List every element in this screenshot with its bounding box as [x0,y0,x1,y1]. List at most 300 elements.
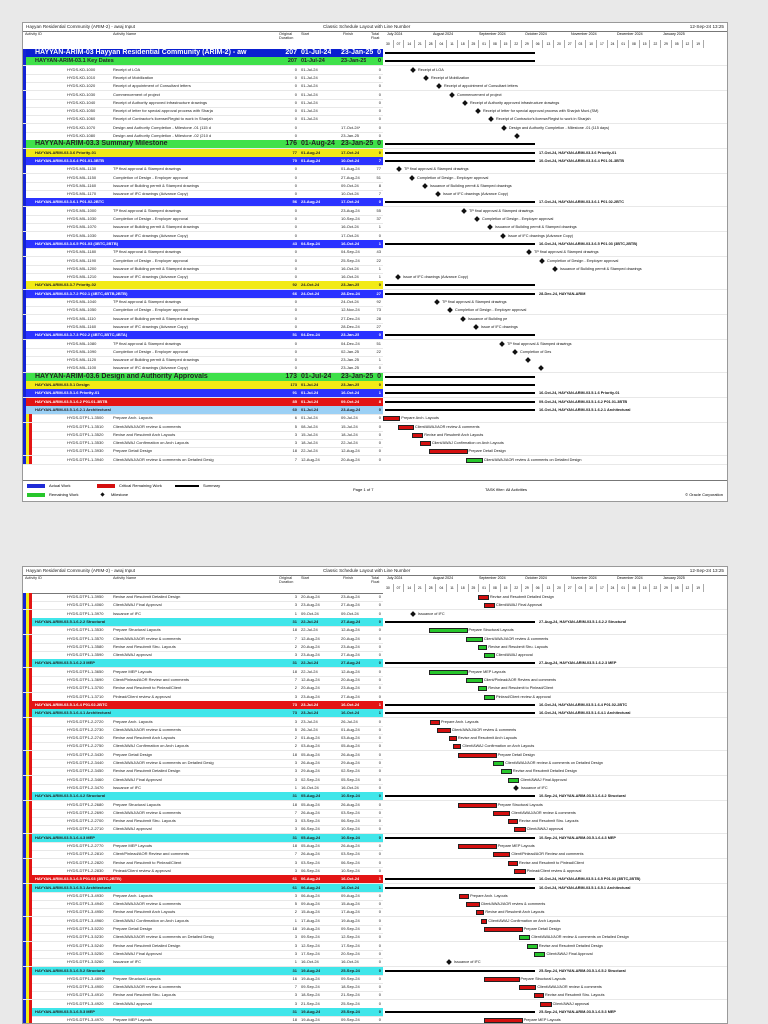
start-date: 05-Aug-24 [301,793,321,799]
total-float: 0 [378,735,381,741]
week-label: 12 [683,584,694,592]
level-stripe [29,709,32,717]
activity-name: TP final approval & Stamped drawings [113,207,181,213]
summary-bar[interactable] [385,878,535,880]
finish-date: 17-Oct-24* [341,124,361,130]
activity-id: HYDS-DTP1-3-4970 [67,1017,104,1023]
finish-date: 27-Aug-24 [341,652,360,658]
finish-date: 09-Oct-24 [341,398,360,404]
orig-duration: 56 [292,199,297,205]
total-float: 0 [378,643,381,649]
activity-id: HYDS-KD-1040 [67,99,96,105]
level-stripe [29,676,32,684]
gantt-bar[interactable] [484,603,495,608]
total-float: 0 [378,926,381,931]
activity-name: Design and Authority Completion - Milestone -01 (115 d [113,124,211,130]
gantt-label: Issue of IFC drawings [481,324,518,329]
level-stripe [23,331,26,339]
orig-duration: 70 [292,157,297,163]
gantt-bar[interactable] [453,744,461,749]
total-float: 55 [376,207,381,213]
activity-id: HYDS-MIL-1030 [67,216,97,221]
total-float: 0 [378,909,381,915]
legend-critical-swatch [97,484,115,488]
table-row[interactable] [23,1016,727,1024]
activity-name: Receipt of Authority approved infrastructure drawings [113,99,208,105]
gantt-bar[interactable] [466,678,483,683]
total-float: 0 [378,826,381,832]
activity-id: HYDS-MIL-1180 [67,249,97,255]
activity-name: Revise and Resubmit to Pinlead/Client [113,685,182,691]
week-label: 30 [383,40,394,48]
activity-id: HAYYAN-ARIM-03.5.1.6.4 P01.02-2BTC [35,701,108,707]
level-stripe [29,734,32,742]
activity-name: Client/AWAJ Confirmation on Arch Layouts [113,440,189,446]
total-float: 0 [378,851,381,857]
summary-bar[interactable] [385,160,535,162]
summary-bar[interactable] [385,621,535,623]
orig-duration: 0 [294,348,297,354]
activity-id: HYDS-KD-1000 [67,66,96,72]
activity-name: Prepare Detail Design [113,926,153,931]
gantt-label: Issue of IFC drawings (Advance Copy) [443,192,508,197]
orig-duration: 1 [294,610,297,616]
finish-date: 27-Aug-24 [341,660,361,666]
week-label: 01 [618,40,629,48]
orig-duration: 77 [292,149,297,155]
orig-duration: 0 [294,66,297,72]
summary-bar[interactable] [385,662,535,664]
gantt-label: Prepare Arch. Layouts [441,719,479,724]
gantt-cell [383,215,727,223]
gantt-bar[interactable] [484,695,495,700]
week-label: 29 [522,584,533,592]
legend-remaining: Remaining Work [49,492,79,497]
table-row[interactable] [23,456,727,465]
gantt-label: Receipt of appointment of Consultant letters [444,84,518,89]
gantt-bar[interactable] [501,769,512,774]
activity-id: HYDS-KD-1010 [67,74,96,80]
gantt-label: Revise and Resubmit Detailed Design [512,769,577,774]
activity-id: HYDS-DTP1-3-4960 [67,917,104,923]
level-stripe [23,49,26,57]
orig-duration: 0 [294,207,297,213]
total-float: 0 [378,448,381,454]
legend-critical: Critical Remaining Work [119,483,162,488]
level-stripe [29,651,32,659]
total-float: 0 [378,685,381,691]
activity-id: HAYYAN-ARIM-03.3.6 Priority-01 [35,149,97,155]
gantt-bar[interactable] [484,977,520,982]
summary-bar[interactable] [385,1011,535,1013]
finish-date: 18-Sep-24 [341,984,360,990]
gantt-bar[interactable] [534,993,544,998]
finish-date: 23-Jan-25 [341,372,374,380]
week-label: 24 [608,584,619,592]
orig-duration: 0 [294,216,297,221]
level-stripe [29,423,32,431]
gantt-bar[interactable] [527,944,538,949]
week-label: 22 [651,40,662,48]
start-date: 01-Aug-24 [301,735,320,741]
activity-id: HYDS-MIL-1100 [67,365,97,371]
gantt-label: TP final approval & Stamped drawings [534,250,599,255]
gantt-label: Client/AWAJ Final Approval [546,951,593,956]
summary-bar[interactable] [385,60,535,62]
gantt-label: Client/AWAJ/AOR review & comments [483,636,549,641]
summary-bar[interactable] [385,887,535,889]
week-label: 18 [458,584,469,592]
layout-title: Classic Schedule Layout with Line Number [323,24,411,29]
activity-name: Issuance of IFC [113,784,142,790]
legend-actual-swatch [27,484,45,488]
activity-name: Commencement of project [113,91,160,97]
total-float: 0 [378,652,381,658]
gantt-bar[interactable] [514,869,525,874]
finish-date: 16-Oct-24 [341,959,359,965]
activity-name: Prepare Arch. Layouts [113,892,153,898]
gantt-label: Client/AWAJ Final Approval [520,777,567,782]
finish-date: 23-Aug-24 [341,207,360,213]
summary-bar[interactable] [385,293,535,295]
level-stripe [29,659,32,667]
activity-id: HYDS-MIL-1070 [67,224,97,230]
start-date: 01-Jul-24 [301,108,318,114]
gantt-bar[interactable] [493,811,510,816]
gantt-bar[interactable] [429,449,468,454]
finish-date: 12-Aug-24 [341,627,360,633]
summary-bar[interactable] [385,384,535,386]
week-label: 22 [511,584,522,592]
activity-name: Prepare Structural Layouts [113,975,161,981]
level-stripe [23,190,26,198]
activity-name: Completion of Design - Employer approval [113,348,189,354]
total-float: 0 [378,116,381,122]
gantt-bar[interactable] [478,645,488,650]
col-orig-duration: Original Duration [279,32,294,40]
start-date: 12-Aug-24 [301,635,320,641]
start-date: 01-Jul-24 [301,66,318,72]
activity-name: Client/AWAJ/AOR review & comments [113,984,181,990]
activity-name: Revise and Resubmit Stru. Layouts [113,818,176,824]
milestone-icon [100,492,104,496]
gantt-bar[interactable] [476,910,484,915]
level-stripe [29,825,32,833]
gantt-bar[interactable] [466,902,480,907]
summary-bar[interactable] [385,284,535,286]
activity-name: Client/AWAJ/AOR review & comments on Detailed Desig [113,934,214,940]
gantt-bar[interactable] [519,935,530,940]
activity-name: Client/Pinlead/AOR Review and comments [113,677,190,682]
gantt-bar[interactable] [478,595,489,600]
start-date: 23-Jul-24 [301,701,319,707]
gantt-bar[interactable] [430,720,440,725]
gantt-bar[interactable] [466,458,483,463]
summary-bar[interactable] [385,334,535,336]
start-date: 01-Jul-24 [301,415,318,421]
summary-bar[interactable] [385,712,535,714]
orig-duration: 0 [294,108,297,114]
gantt-label: Revise and Resubmit to Pinlead/Client [518,860,584,865]
gantt-bar[interactable] [458,753,497,758]
week-label: 01 [479,584,490,592]
activity-id: HYDS-KD-1020 [67,83,96,89]
gantt-bar[interactable] [383,416,400,421]
level-stripe [29,701,32,709]
level-stripe [29,635,32,643]
level-stripe [23,373,26,381]
total-float: 0 [378,768,381,774]
orig-duration: 3 [294,942,297,948]
total-float: 0 [378,984,381,990]
activity-name: Revise and Resubmit Stru. Layouts [113,992,176,998]
orig-duration: 0 [294,174,297,180]
finish-date: 20-Sep-24 [341,950,360,956]
orig-duration: 51 [292,332,297,338]
legend-remaining-swatch [27,493,45,497]
gantt-bar[interactable] [458,803,497,808]
finish-date: 06-Sep-24 [341,859,360,865]
gantt-label: TP final approval & Stamped drawings [404,167,469,172]
start-date: 20-Aug-24 [301,594,320,599]
total-float: 0 [378,1017,381,1023]
gantt-label: Issuance of Building permit & Stamped drawings [560,266,642,271]
activity-id: HYDS-DTP1-1-3530 [67,440,104,446]
activity-id: HAYYAN-ARIM-03.5.1.6.2.2 Structural [35,618,106,624]
start-date: 16-Oct-24 [301,959,319,965]
gantt-bar[interactable] [420,441,431,446]
activity-id: HYDS-KD-1080 [67,133,96,138]
summary-bar[interactable] [385,243,535,245]
gantt-bar[interactable] [437,728,451,733]
total-float: 0 [378,618,381,624]
total-float: 0 [378,332,381,338]
level-stripe [23,281,26,289]
gantt-bar[interactable] [540,1002,551,1007]
total-float: 0 [378,431,381,437]
level-stripe [29,684,32,692]
gantt-bar[interactable] [493,761,504,766]
activity-id: HYDS-DTP1-3-4940 [67,901,104,907]
finish-date: 20-Aug-24 [341,635,360,641]
finish-date: 20-Aug-24 [341,677,360,682]
total-float: 1 [378,224,381,230]
start-date: 06-Aug-24 [301,884,321,890]
start-date: 23-Jul-24 [301,718,318,724]
activity-name: Completion of Design - Employer approval [113,257,189,263]
gantt-bar[interactable] [459,894,469,899]
summary-bar[interactable] [385,704,535,706]
gantt-bar[interactable] [508,861,518,866]
orig-duration: 7 [294,851,297,857]
gantt-cell [383,364,727,372]
gantt-bar[interactable] [484,927,523,932]
gantt-bar[interactable] [412,433,423,438]
gantt-label: Design and Authority Completion - Milestone -01 (115 days) [509,125,610,130]
level-stripe [29,908,32,916]
col-finish: Finish [343,32,354,36]
gantt-label: Prepare Structural Layouts [520,976,566,981]
gantt-label: 16-Oct-24, HAYYAN-ARIM-03.3.6.5 P01.03 (3BTC,2BTB) [539,241,638,246]
gantt-label: Client/AWAJ approval [526,827,564,832]
orig-duration: 31 [292,660,297,666]
activity-id: HYDS-DTP1-1-3690 [67,677,104,682]
activity-name: Client/AWAJ approval [113,826,152,832]
level-stripe [23,115,26,123]
finish-date: 01-Aug-24 [341,726,360,732]
summary-bar[interactable] [385,795,535,797]
gantt-cell [383,842,727,850]
gantt-bar[interactable] [484,653,495,658]
gantt-cell [383,132,727,140]
finish-date: 23-Jan-25 [341,140,374,148]
total-float: 1 [378,884,381,890]
gantt-label: Client/AWAJ approval [496,653,533,658]
orig-duration: 18 [292,668,297,674]
total-float: 0 [378,1009,381,1014]
level-stripe [29,900,32,908]
total-float: 0 [378,743,381,749]
finish-date: 23-Aug-24 [341,406,361,412]
finish-date: 23-Jan-25 [341,133,360,138]
gantt-label: 28-Dec-24, HAYYAN-ARIM [539,291,586,296]
gantt-label: Receipt of Authority approved infrastructure drawings [470,100,560,105]
start-date: 06-Aug-24 [301,892,320,898]
gantt-cell [383,651,727,659]
gantt-label: 25-Sep-24, HAYYAN-ARIM-03.5.1.6.5.2 Structural [539,968,626,973]
finish-date: 16-Oct-24 [341,884,360,890]
legend [23,480,727,501]
start-date: 01-Jul-24 [301,99,318,105]
start-date: 12-Aug-24 [301,456,320,462]
total-float: 0 [377,140,381,148]
start-date: 23-Aug-24 [301,693,320,699]
week-label: 19 [693,40,704,48]
summary-bar[interactable] [385,392,535,394]
col-total-float: Total Float [371,576,380,584]
gantt-label: Prepare Arch. Layouts [401,416,439,421]
col-start: Start [301,576,310,580]
start-date: 29-Aug-24 [301,768,320,774]
gantt-bar[interactable] [481,919,488,924]
activity-id: HYDS-DTP1-2-3450 [67,768,104,774]
summary-bar[interactable] [385,143,535,145]
total-float: 0 [378,859,381,865]
level-stripe [23,290,26,298]
activity-id: HYDS-DTP1-2-2830 [67,867,104,873]
gantt-bar[interactable] [508,778,519,783]
gantt-label: Client/AWAJ/AOR review & comments on Detailed Design [531,935,629,940]
gantt-bar[interactable] [429,670,468,675]
finish-date: 02-Sep-24 [341,768,360,774]
month-label: October 2024 [525,32,547,36]
activity-id: HYDS-MIL-1110 [67,315,96,321]
activity-id: HAYYAN-ARIM-03.3.6.5 P01.03 (3BTC,2BTB) [35,240,119,246]
gantt-bar[interactable] [449,736,457,741]
total-float: 0 [378,950,381,956]
page-number: Page 1 of 7 [353,487,374,492]
orig-duration: 0 [294,249,297,255]
start-date: 04-Sep-24 [301,240,320,246]
gantt-label: Receipt of Contractor's license/Regist to work in Sharjah [496,117,591,122]
activity-id: HAYYAN-ARIM-03.5.1.6.4.2 Structural [35,793,106,799]
summary-bar[interactable] [385,401,535,403]
activity-id: HAYYAN-ARIM-03 Hayyan Residential Community (ARIM-2) - aw [35,49,247,56]
timescale-months [383,31,727,39]
summary-bar[interactable] [385,376,535,378]
activity-name: Issuance of IFC drawings (Advance Copy) [113,323,188,329]
finish-date: 25-Sep-24 [341,1009,360,1014]
activity-id: HYDS-MIL-1160 [67,182,97,188]
activity-name: Pinlead/Client review & approval [113,867,171,873]
gantt-bar[interactable] [484,1018,523,1023]
activity-name: TP final approval & Stamped drawings [113,166,181,172]
orig-duration: 1 [294,959,297,965]
orig-duration: 18 [292,448,297,454]
gantt-bar[interactable] [508,819,518,824]
week-label: 11 [447,40,458,48]
finish-date: 10-Oct-24 [341,191,359,197]
activity-id: HYDS-DTP1-1-3570 [67,635,104,641]
activity-name: Revise and Resubmit Arch Layouts [113,431,176,437]
orig-duration: 1 [294,917,297,923]
activity-id: HYDS-DTP1-2-2700 [67,818,104,824]
activity-name: Revise and Resubmit Detailed Design [113,942,181,948]
gantt-bar[interactable] [534,952,545,957]
summary-bar[interactable] [385,201,535,203]
total-float: 0 [378,784,381,790]
finish-date: 16-Oct-24 [341,701,360,707]
orig-duration: 173 [285,372,297,380]
gantt-bar[interactable] [514,827,525,832]
gantt-cell [383,643,727,651]
activity-id: HAYYAN-ARIM-03.3.6.4 P01.01-3BTB [35,157,105,163]
summary-bar[interactable] [385,152,535,154]
summary-bar[interactable] [385,409,535,411]
level-stripe [29,742,32,750]
summary-bar[interactable] [385,837,535,839]
activity-name: Revise and Resubmit Stru. Layouts [113,643,176,649]
week-label: 10 [586,584,597,592]
level-stripe [29,610,32,618]
gantt-bar[interactable] [493,852,510,857]
orig-duration: 0 [294,299,297,304]
orig-duration: 66 [292,290,297,296]
total-float: 0 [378,901,381,907]
orig-duration: 3 [294,818,297,824]
gantt-bar[interactable] [398,425,414,430]
gantt-label: Completion of Des [520,349,552,354]
summary-bar[interactable] [385,970,535,972]
gantt-cell [383,593,727,601]
level-stripe [23,149,26,157]
activity-id: HYDS-DTP1-1-3700 [67,685,104,691]
gantt-bar[interactable] [429,628,468,633]
gantt-bar[interactable] [466,637,483,642]
summary-bar[interactable] [385,52,535,54]
orig-duration: 3 [294,1000,297,1006]
level-stripe [29,792,32,800]
finish-date: 27-Aug-24 [341,602,360,608]
gantt-bar[interactable] [478,686,488,691]
orig-duration: 0 [294,182,297,188]
gantt-bar[interactable] [519,985,536,990]
gantt-bar[interactable] [458,844,497,849]
orig-duration: 31 [292,1009,297,1014]
total-float: 0 [378,934,381,940]
finish-date: 29-Aug-24 [341,760,360,765]
level-stripe [29,809,32,817]
